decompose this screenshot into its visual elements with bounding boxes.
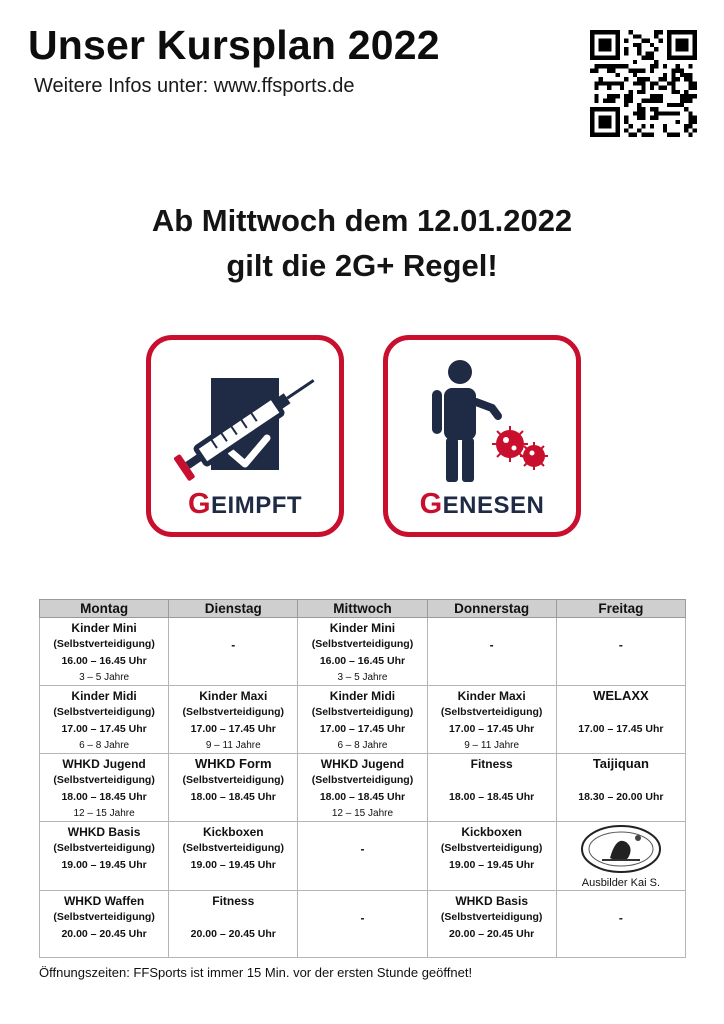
schedule-cell [298, 618, 427, 686]
schedule-cell [298, 891, 427, 958]
schedule-cell [169, 754, 298, 822]
table-row [40, 891, 686, 958]
course-type: (Selbstverteidigung) [182, 842, 285, 854]
course-age: 6 – 8 Jahre [337, 740, 388, 751]
course-name: Fitness [470, 757, 513, 771]
course-name: WHKD Basis [67, 825, 141, 839]
schedule-cell [427, 618, 556, 686]
course-age: 3 – 5 Jahre [337, 672, 388, 683]
course-schedule-table [39, 599, 686, 958]
course-name: Fitness [212, 894, 255, 908]
schedule-cell [427, 822, 556, 891]
course-age: 3 – 5 Jahre [79, 672, 130, 683]
schedule-cell [556, 891, 685, 958]
course-type: (Selbstverteidigung) [53, 774, 155, 786]
schedule-cell [556, 686, 685, 754]
schedule-cell [298, 686, 427, 754]
course-time: 19.00 – 19.45 Uhr [190, 859, 276, 871]
trainer-name: Ausbilder Kai S. [581, 877, 660, 889]
course-time: 17.00 – 17.45 Uhr [190, 723, 276, 735]
day-header: Mittwoch [298, 600, 427, 618]
course-type: (Selbstverteidigung) [53, 638, 155, 650]
course-type: (Selbstverteidigung) [311, 706, 414, 718]
badge-genesen-label: GENESEN [419, 488, 545, 520]
day-header: Freitag [556, 600, 685, 618]
course-type: (Selbstverteidigung) [440, 911, 543, 923]
schedule-cell [556, 822, 685, 891]
schedule-cell [40, 618, 169, 686]
course-age: 9 – 11 Jahre [205, 740, 261, 751]
table-row [40, 822, 686, 891]
course-name: WHKD Jugend [320, 757, 405, 771]
course-time: 19.00 – 19.45 Uhr [449, 859, 535, 871]
course-type: (Selbstverteidigung) [53, 706, 155, 718]
course-time: 20.00 – 20.45 Uhr [449, 928, 535, 940]
course-name: Kinder Maxi [457, 689, 526, 703]
course-time: 18.00 – 18.45 Uhr [319, 791, 406, 803]
course-name: Taijiquan [592, 756, 649, 771]
course-age: 12 – 15 Jahre [331, 808, 394, 819]
schedule-cell [427, 754, 556, 822]
schedule-cell [40, 891, 169, 958]
badge-genesen [383, 335, 581, 537]
page-title: Unser Kursplan 2022 [28, 22, 440, 68]
course-type: (Selbstverteidigung) [311, 774, 414, 786]
course-name: Kinder Midi [71, 689, 137, 703]
schedule-cell [427, 686, 556, 754]
schedule-cell [169, 686, 298, 754]
table-header-row [40, 600, 686, 618]
course-time: 17.00 – 17.45 Uhr [319, 723, 406, 735]
schedule-cell [298, 754, 427, 822]
schedule-cell [40, 754, 169, 822]
course-time: 19.00 – 19.45 Uhr [61, 859, 147, 871]
empty-slot: - [489, 638, 494, 652]
empty-slot: - [360, 842, 365, 856]
day-header: Montag [40, 600, 169, 618]
course-age: 9 – 11 Jahre [464, 740, 520, 751]
course-type: (Selbstverteidigung) [53, 842, 155, 854]
course-time: 18.30 – 20.00 Uhr [578, 791, 664, 803]
qr-code[interactable] [590, 30, 697, 137]
schedule-cell [40, 686, 169, 754]
course-time: 20.00 – 20.45 Uhr [61, 928, 147, 940]
course-name: WHKD Waffen [63, 894, 145, 908]
schedule-cell [169, 891, 298, 958]
course-name: Kinder Midi [329, 689, 396, 703]
course-name: WHKD Form [195, 756, 272, 771]
schedule-cell [298, 822, 427, 891]
schedule-cell [169, 618, 298, 686]
course-type: (Selbstverteidigung) [440, 842, 543, 854]
table-row [40, 686, 686, 754]
course-time: 18.00 – 18.45 Uhr [190, 791, 276, 803]
course-time: 17.00 – 17.45 Uhr [61, 723, 147, 735]
taijiquan-emblem-icon [580, 824, 662, 874]
table-row [40, 618, 686, 686]
empty-slot: - [360, 911, 365, 925]
schedule-cell [169, 822, 298, 891]
badge-geimpft [146, 335, 344, 537]
announcement-date: Ab Mittwoch dem 12.01.2022 [151, 203, 573, 238]
day-header: Donnerstag [427, 600, 556, 618]
course-name: Kinder Maxi [199, 689, 268, 703]
empty-slot: - [618, 911, 623, 925]
course-age: 6 – 8 Jahre [79, 740, 130, 751]
empty-slot: - [618, 638, 623, 652]
course-time: 18.00 – 18.45 Uhr [449, 791, 535, 803]
schedule-cell [556, 754, 685, 822]
course-time: 16.00 – 16.45 Uhr [61, 655, 147, 667]
course-name: WHKD Basis [455, 894, 528, 908]
announcement-rule: gilt die 2G+ Regel! [226, 248, 498, 283]
course-type: (Selbstverteidigung) [182, 774, 285, 786]
course-name: Kinder Mini [329, 621, 396, 635]
course-type: (Selbstverteidigung) [182, 706, 285, 718]
course-type: (Selbstverteidigung) [53, 911, 155, 923]
schedule-cell [40, 822, 169, 891]
course-time: 20.00 – 20.45 Uhr [190, 928, 276, 940]
opening-hours-note: Öffnungszeiten: FFSports ist immer 15 Min. vor der ersten Stunde geöffnet! [39, 965, 473, 980]
day-header: Dienstag [169, 600, 298, 618]
course-time: 17.00 – 17.45 Uhr [449, 723, 535, 735]
course-name: Kinder Mini [71, 621, 137, 635]
course-time: 16.00 – 16.45 Uhr [319, 655, 406, 667]
empty-slot: - [231, 638, 236, 652]
schedule-cell [556, 618, 685, 686]
course-time: 18.00 – 18.45 Uhr [61, 791, 147, 803]
course-age: 12 – 15 Jahre [73, 808, 135, 819]
course-name: Kickboxen [461, 825, 522, 839]
course-type: (Selbstverteidigung) [440, 706, 543, 718]
table-row [40, 754, 686, 822]
course-time: 17.00 – 17.45 Uhr [578, 723, 664, 735]
course-name: WHKD Jugend [62, 757, 146, 771]
course-name: WELAXX [593, 688, 649, 703]
info-link-text: Weitere Infos unter: www.ffsports.de [34, 75, 355, 97]
badge-geimpft-label: GEIMPFT [187, 488, 303, 520]
schedule-cell [427, 891, 556, 958]
course-name: Kickboxen [202, 825, 264, 839]
course-type: (Selbstverteidigung) [311, 638, 414, 650]
